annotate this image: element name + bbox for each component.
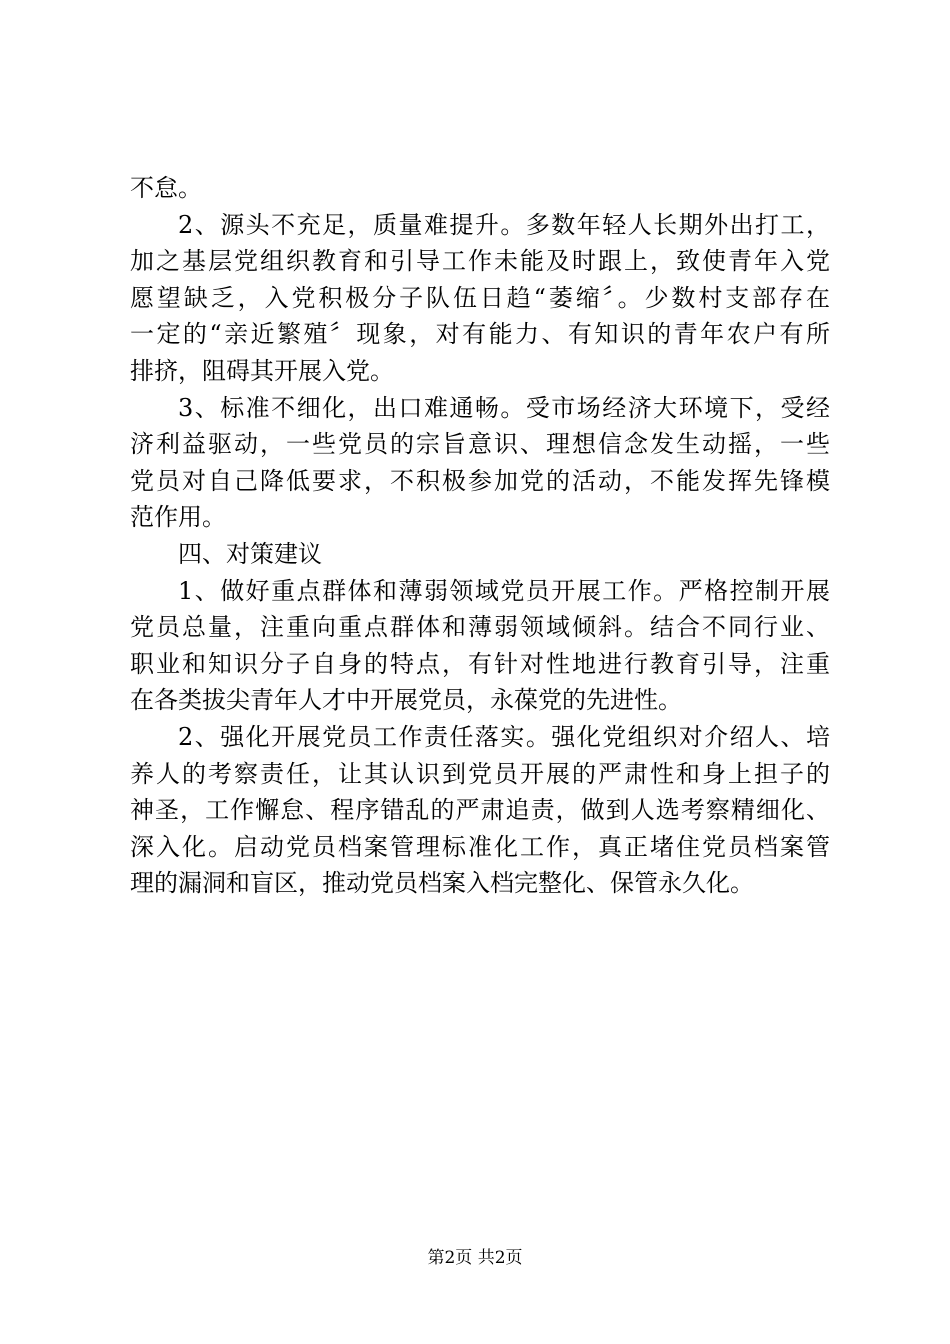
text-line: 不怠。	[130, 174, 202, 202]
text-line: 职业和知识分子自身的特点，有针对性地进行教育引导，注重	[130, 649, 830, 678]
text-line: 神圣，工作懈怠、程序错乱的严肃追责，做到人选考察精细化、	[130, 796, 830, 825]
section-heading: 四、对策建议	[178, 539, 322, 568]
text-line: 一定的“亲近繁殖〞现象，对有能力、有知识的青年农户有所	[130, 320, 830, 349]
text-line: 愿望缺乏，入党积极分子队伍日趋“萎缩〞。少数村支部存在	[130, 283, 830, 312]
text-line: 理的漏洞和盲区，推动党员档案入档完整化、保管永久化。	[130, 869, 754, 898]
text-line: 2、强化开展党员工作责任落实。强化党组织对介绍人、培	[178, 722, 830, 751]
text-line: 党员总量，注重向重点群体和薄弱领域倾斜。结合不同行业、	[130, 613, 830, 642]
text-line: 排挤，阻碍其开展入党。	[130, 356, 394, 385]
text-line: 党员对自己降低要求，不积极参加党的活动，不能发挥先锋模	[130, 466, 830, 495]
text-line: 1、做好重点群体和薄弱领域党员开展工作。严格控制开展	[178, 576, 830, 605]
page-footer: 第2页 共2页	[427, 1248, 523, 1268]
document-body	[130, 170, 830, 902]
text-line: 深入化。启动党员档案管理标准化工作，真正堵住党员档案管	[130, 832, 830, 861]
text-line: 养人的考察责任，让其认识到党员开展的严肃性和身上担子的	[130, 759, 830, 788]
text-line: 济利益驱动，一些党员的宗旨意识、理想信念发生动摇，一些	[130, 430, 830, 459]
text-line: 加之基层党组织教育和引导工作未能及时跟上，致使青年入党	[130, 247, 830, 276]
text-line: 范作用。	[130, 503, 226, 532]
text-line: 2、源头不充足，质量难提升。多数年轻人长期外出打工，	[178, 210, 830, 239]
text-line: 3、标准不细化，出口难通畅。受市场经济大环境下，受经	[178, 393, 830, 422]
text-line: 在各类拔尖青年人才中开展党员，永葆党的先进性。	[130, 686, 682, 715]
